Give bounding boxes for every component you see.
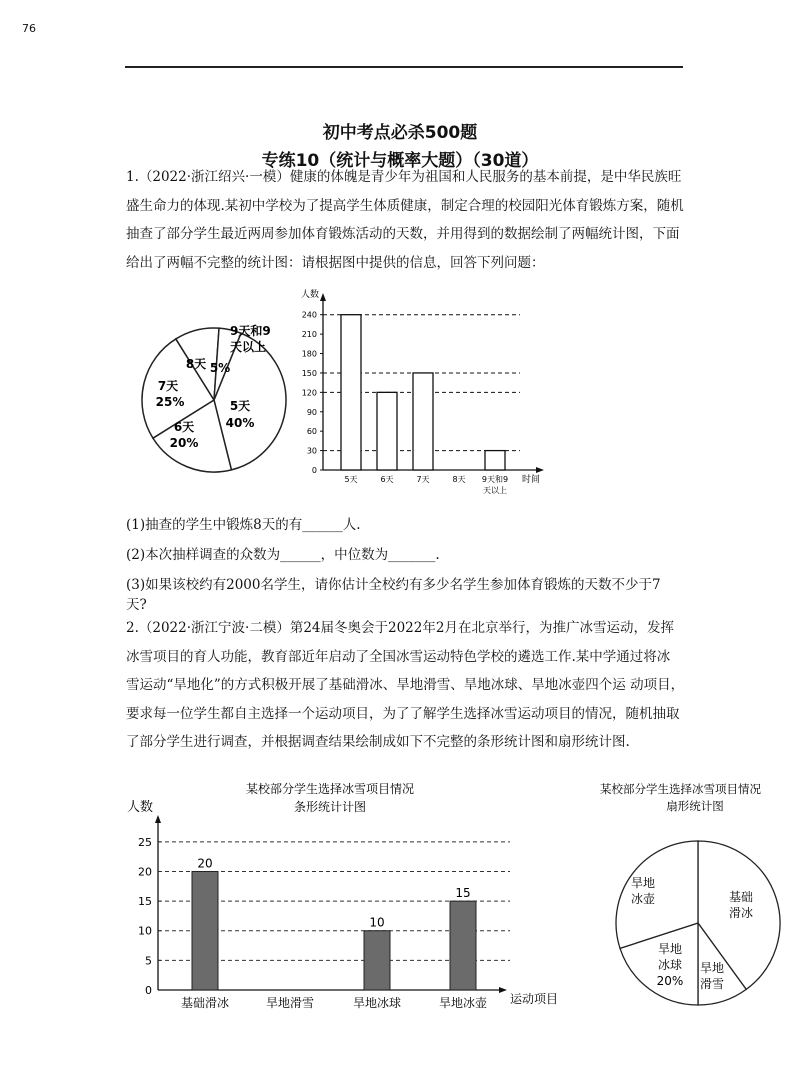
x-tick-label: 旱地冰壶 xyxy=(438,996,488,1010)
y-tick-label: 10 xyxy=(138,924,152,938)
slice-label: 旱地 xyxy=(657,942,683,956)
page-number: 76 xyxy=(22,22,36,35)
bar-chart-2 xyxy=(125,775,575,1020)
x-tick-label: 8天 xyxy=(452,475,466,484)
x-axis-label: 时间 xyxy=(522,475,541,485)
slice-value: 20% xyxy=(169,436,199,450)
bar-chart-1 xyxy=(290,285,560,505)
bar xyxy=(377,392,397,470)
bar xyxy=(450,901,476,990)
slice-label: 冰壶 xyxy=(630,892,656,906)
y-tick-label: 150 xyxy=(301,368,317,378)
x-axis-label: 运动项目 xyxy=(510,992,559,1006)
y-tick-label: 210 xyxy=(301,330,317,340)
x-tick-label: 9天和9 xyxy=(481,475,509,484)
slice-label: 基础 xyxy=(728,890,754,904)
pie-chart-2 xyxy=(595,775,800,1015)
slice-label: 旱地 xyxy=(630,876,656,890)
x-tick-label: 7天 xyxy=(416,475,430,484)
y-tick-label: 90 xyxy=(306,407,317,417)
problem1-stem: 1.（2022·浙江绍兴·一模）健康的体魄是青少年为祖国和人民服务的基本前提，是中华民族旺盛生命力的体现.某初中学校为了提高学生体质健康，制定合理的校园阳光体育锻炼方案，随机抽查了部分学生最近两周参加体育锻炼活动的天数，并用得到的数据绘制了两幅统计图，下面给出了两幅不完整的统计图：请根据图中提供的信息，回答下列问题： xyxy=(126,169,684,271)
outside-label-line2: 天以上 xyxy=(230,340,267,354)
pie-outside-label xyxy=(228,322,288,362)
slice-label: 冰球 xyxy=(657,958,683,972)
x-tick-label: 旱地滑雪 xyxy=(265,996,315,1010)
bar xyxy=(485,451,505,470)
x-tick-label: 旱地冰球 xyxy=(352,996,402,1010)
x-tick-label: 5天 xyxy=(344,475,358,484)
header-rule xyxy=(125,66,683,68)
y-tick-label: 0 xyxy=(145,984,152,997)
slice-value: 40% xyxy=(225,416,255,430)
chart-title-line1: 某校部分学生选择冰雪项目情况 xyxy=(245,782,415,796)
data-label: 15 xyxy=(455,886,471,901)
y-axis-arrow xyxy=(155,815,161,823)
slice-label: 5天 xyxy=(229,399,251,413)
problem1-q3b: 天? xyxy=(126,597,147,613)
slice-label: 8天 xyxy=(185,357,207,371)
y-tick-label: 180 xyxy=(301,349,317,359)
y-axis-arrow xyxy=(320,293,326,301)
chart-title-line1: 某校部分学生选择冰雪项目情况 xyxy=(600,782,761,796)
slice-value: 25% xyxy=(155,395,185,409)
problem1-q2: (2)本次抽样调查的众数为______，中位数为_______. xyxy=(126,547,440,563)
slice-label: 滑雪 xyxy=(699,977,725,991)
y-tick-label: 60 xyxy=(306,427,317,437)
x-axis-arrow xyxy=(499,987,507,993)
problem1-q1: (1)抽查的学生中锻炼8天的有______人. xyxy=(126,517,361,533)
y-tick-label: 5 xyxy=(145,954,152,968)
slice-label: 旱地 xyxy=(699,961,725,975)
bar xyxy=(341,315,361,470)
problem1-q3a: (3)如果该校约有2000名学生，请你估计全校约有多少名学生参加体育锻炼的天数不少于7 xyxy=(126,577,661,593)
y-tick-label: 30 xyxy=(306,446,317,456)
y-tick-label: 0 xyxy=(311,466,317,475)
bar xyxy=(364,931,390,990)
slice-value: 20% xyxy=(656,974,684,988)
outside-label-line1: 9天和9 xyxy=(230,324,271,338)
bar xyxy=(192,871,218,990)
x-axis-arrow xyxy=(536,467,544,473)
x-tick-label: 6天 xyxy=(380,475,394,484)
x-tick-label: 基础滑冰 xyxy=(180,996,230,1010)
data-label: 10 xyxy=(369,915,385,930)
slice-label: 滑冰 xyxy=(728,906,754,920)
chart-title-line2: 条形统计计图 xyxy=(293,800,367,814)
bar xyxy=(413,373,433,470)
slice-label: 7天 xyxy=(157,379,179,393)
y-tick-label: 240 xyxy=(301,310,317,320)
problem2-stem: 2.（2022·浙江宁波·二模）第24届冬奥会于2022年2月在北京举行，为推广冰雪运动，发挥冰雪项目的育人功能，教育部近年启动了全国冰雪运动特色学校的遴选工作.某中学通过将冰 雪运动“旱地化”的方式积极开展了基础滑冰、旱地滑雪、旱地冰球、旱地冰壶四个运 动项目，要求每一位学生都自主选择一个运动项目，为了了解学生选择冰雪运动项目的情况，随机抽取了部分学生进行调查，并根据调查结果绘制成如下不完整的条形统计图和扇形统计图. xyxy=(126,620,685,750)
y-tick-label: 25 xyxy=(138,835,152,849)
y-axis-label: 人数 xyxy=(301,290,320,300)
page-subtitle: 专练10（统计与概率大题）（30道） xyxy=(261,151,539,171)
page-title: 初中考点必杀500题 xyxy=(322,123,478,143)
y-axis-label: 人数 xyxy=(127,800,154,815)
data-label: 20 xyxy=(197,856,213,871)
y-tick-label: 120 xyxy=(301,388,317,398)
slice-label: 6天 xyxy=(173,420,195,434)
y-tick-label: 15 xyxy=(138,895,152,909)
y-tick-label: 20 xyxy=(138,865,152,879)
x-tick-label-extra: 天以上 xyxy=(483,486,507,495)
slice-value: 5% xyxy=(209,361,231,375)
chart-title-line2: 扇形统计图 xyxy=(666,799,724,813)
